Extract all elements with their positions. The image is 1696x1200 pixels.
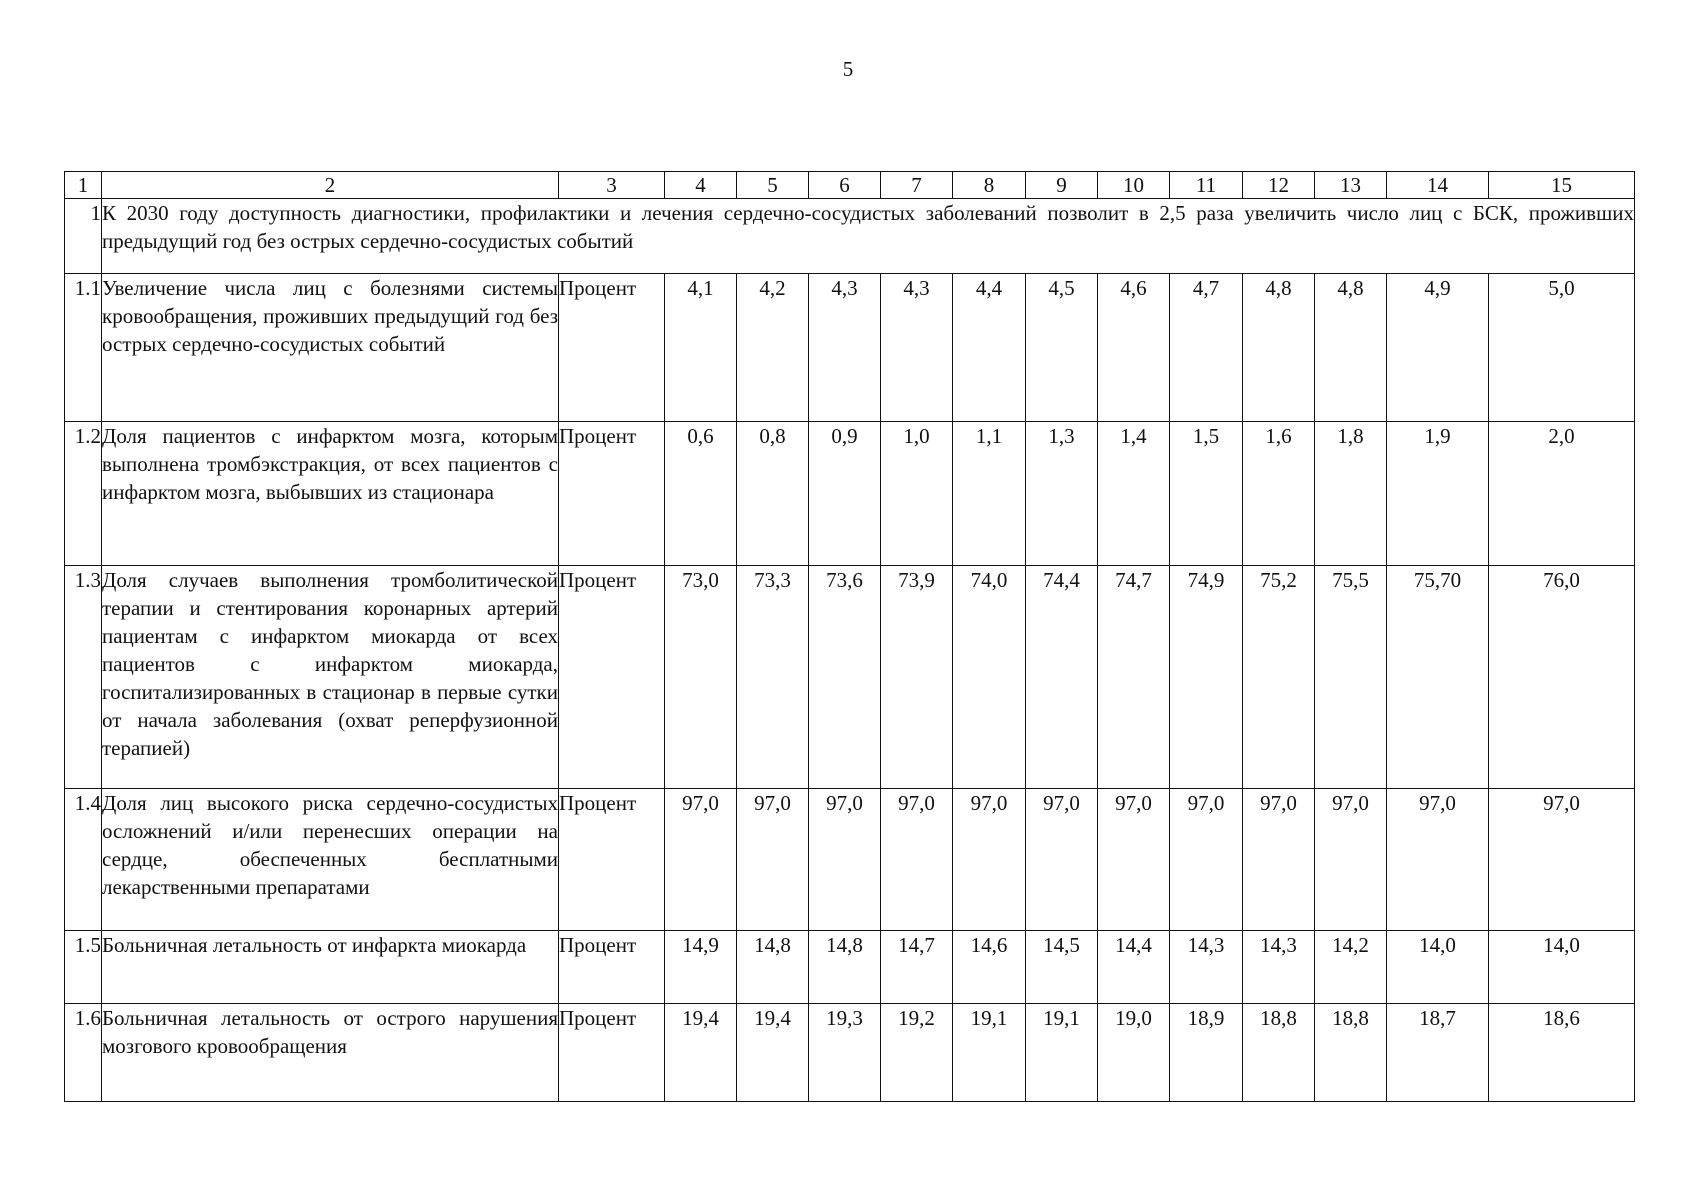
- value-cell: 73,0: [665, 566, 737, 789]
- value-cell: 1,6: [1243, 422, 1315, 566]
- column-number: 9: [1026, 172, 1098, 199]
- value-cell: 4,8: [1315, 274, 1387, 422]
- value-cell: 75,70: [1387, 566, 1489, 789]
- page-number: 5: [842, 57, 854, 81]
- value-cell: 18,9: [1170, 1004, 1243, 1102]
- goal-number: 1: [65, 199, 102, 274]
- value-cell: 19,2: [881, 1004, 953, 1102]
- value-cell: 74,7: [1098, 566, 1170, 789]
- value-cell: 97,0: [1315, 789, 1387, 931]
- indicator-name: Больничная летальность от острого нарушения мозгового кровообращения: [102, 1004, 559, 1102]
- value-cell: 4,6: [1098, 274, 1170, 422]
- indicator-name: Доля лиц высокого риска сердечно-сосудистых осложнений и/или перенесших операции на сердце, обеспеченных бесплатными лекарственными препаратами: [102, 789, 559, 931]
- value-cell: 97,0: [809, 789, 881, 931]
- value-cell: 4,3: [809, 274, 881, 422]
- column-number: 5: [737, 172, 809, 199]
- value-cell: 74,0: [953, 566, 1026, 789]
- value-cell: 75,5: [1315, 566, 1387, 789]
- row-number: 1.5: [65, 931, 102, 1004]
- value-cell: 19,1: [1026, 1004, 1098, 1102]
- column-number: 7: [881, 172, 953, 199]
- value-cell: 97,0: [1026, 789, 1098, 931]
- value-cell: 14,3: [1243, 931, 1315, 1004]
- value-cell: 75,2: [1243, 566, 1315, 789]
- column-number-row: [65, 172, 1635, 199]
- value-cell: 97,0: [1098, 789, 1170, 931]
- value-cell: 74,4: [1026, 566, 1098, 789]
- column-number: 15: [1489, 172, 1635, 199]
- unit: Процент: [559, 931, 665, 1004]
- value-cell: 76,0: [1489, 566, 1635, 789]
- column-number: 1: [65, 172, 102, 199]
- value-cell: 73,9: [881, 566, 953, 789]
- value-cell: 97,0: [881, 789, 953, 931]
- value-cell: 4,2: [737, 274, 809, 422]
- value-cell: 1,9: [1387, 422, 1489, 566]
- unit: Процент: [559, 566, 665, 789]
- value-cell: 0,6: [665, 422, 737, 566]
- value-cell: 1,8: [1315, 422, 1387, 566]
- table-row: [65, 789, 1635, 931]
- value-cell: 2,0: [1489, 422, 1635, 566]
- value-cell: 5,0: [1489, 274, 1635, 422]
- column-number: 8: [953, 172, 1026, 199]
- value-cell: 1,3: [1026, 422, 1098, 566]
- table-row: [65, 274, 1635, 422]
- value-cell: 4,1: [665, 274, 737, 422]
- value-cell: 97,0: [1387, 789, 1489, 931]
- value-cell: 1,5: [1170, 422, 1243, 566]
- unit: Процент: [559, 274, 665, 422]
- goal-text: К 2030 году доступность диагностики, профилактики и лечения сердечно-сосудистых заболеваний позволит в 2,5 раза увеличить число лиц с БСК, проживших предыдущий год без острых сердечно-сосудистых событий: [102, 199, 1635, 274]
- value-cell: 18,7: [1387, 1004, 1489, 1102]
- value-cell: 73,6: [809, 566, 881, 789]
- value-cell: 97,0: [1489, 789, 1635, 931]
- value-cell: 97,0: [953, 789, 1026, 931]
- indicator-name: Доля пациентов с инфарктом мозга, которым выполнена тромбэкстракция, от всех пациентов с инфарктом мозга, выбывших из стационара: [102, 422, 559, 566]
- value-cell: 14,0: [1387, 931, 1489, 1004]
- column-number: 2: [102, 172, 559, 199]
- value-cell: 4,3: [881, 274, 953, 422]
- value-cell: 4,8: [1243, 274, 1315, 422]
- column-number: 13: [1315, 172, 1387, 199]
- table-row: [65, 566, 1635, 789]
- value-cell: 1,4: [1098, 422, 1170, 566]
- column-number: 10: [1098, 172, 1170, 199]
- goal-row: [65, 199, 1635, 274]
- value-cell: 0,9: [809, 422, 881, 566]
- value-cell: 4,7: [1170, 274, 1243, 422]
- value-cell: 19,3: [809, 1004, 881, 1102]
- value-cell: 14,4: [1098, 931, 1170, 1004]
- value-cell: 14,0: [1489, 931, 1635, 1004]
- value-cell: 97,0: [665, 789, 737, 931]
- value-cell: 19,4: [737, 1004, 809, 1102]
- row-number: 1.1: [65, 274, 102, 422]
- row-number: 1.4: [65, 789, 102, 931]
- value-cell: 0,8: [737, 422, 809, 566]
- value-cell: 14,8: [737, 931, 809, 1004]
- value-cell: 14,6: [953, 931, 1026, 1004]
- value-cell: 14,3: [1170, 931, 1243, 1004]
- value-cell: 19,1: [953, 1004, 1026, 1102]
- value-cell: 19,4: [665, 1004, 737, 1102]
- table-row: [65, 422, 1635, 566]
- value-cell: 4,4: [953, 274, 1026, 422]
- value-cell: 97,0: [1170, 789, 1243, 931]
- column-number: 4: [665, 172, 737, 199]
- value-cell: 97,0: [737, 789, 809, 931]
- row-number: 1.6: [65, 1004, 102, 1102]
- indicator-name: Доля случаев выполнения тромболитической терапии и стентирования коронарных артерий пациентам с инфарктом миокарда от всех пациентов с инфарктом миокарда, госпитализированных в стационар в первые сутки от начала заболевания (охват реперфузионной терапией): [102, 566, 559, 789]
- value-cell: 18,8: [1315, 1004, 1387, 1102]
- value-cell: 18,6: [1489, 1004, 1635, 1102]
- row-number: 1.2: [65, 422, 102, 566]
- value-cell: 1,1: [953, 422, 1026, 566]
- value-cell: 73,3: [737, 566, 809, 789]
- table-header: [65, 172, 1635, 199]
- value-cell: 14,7: [881, 931, 953, 1004]
- column-number: 3: [559, 172, 665, 199]
- unit: Процент: [559, 1004, 665, 1102]
- value-cell: 18,8: [1243, 1004, 1315, 1102]
- unit: Процент: [559, 789, 665, 931]
- column-number: 14: [1387, 172, 1489, 199]
- indicators-table: [64, 171, 1635, 1102]
- indicator-name: Увеличение числа лиц с болезнями системы кровообращения, проживших предыдущий год без острых сердечно-сосудистых событий: [102, 274, 559, 422]
- table-row: [65, 1004, 1635, 1102]
- column-number: 11: [1170, 172, 1243, 199]
- value-cell: 1,0: [881, 422, 953, 566]
- value-cell: 14,9: [665, 931, 737, 1004]
- unit: Процент: [559, 422, 665, 566]
- indicator-name: Больничная летальность от инфаркта миокарда: [102, 931, 559, 1004]
- row-number: 1.3: [65, 566, 102, 789]
- table-row: [65, 931, 1635, 1004]
- value-cell: 4,5: [1026, 274, 1098, 422]
- value-cell: 14,8: [809, 931, 881, 1004]
- value-cell: 4,9: [1387, 274, 1489, 422]
- column-number: 6: [809, 172, 881, 199]
- value-cell: 74,9: [1170, 566, 1243, 789]
- value-cell: 14,2: [1315, 931, 1387, 1004]
- table-body: [65, 199, 1635, 1102]
- value-cell: 14,5: [1026, 931, 1098, 1004]
- value-cell: 19,0: [1098, 1004, 1170, 1102]
- value-cell: 97,0: [1243, 789, 1315, 931]
- column-number: 12: [1243, 172, 1315, 199]
